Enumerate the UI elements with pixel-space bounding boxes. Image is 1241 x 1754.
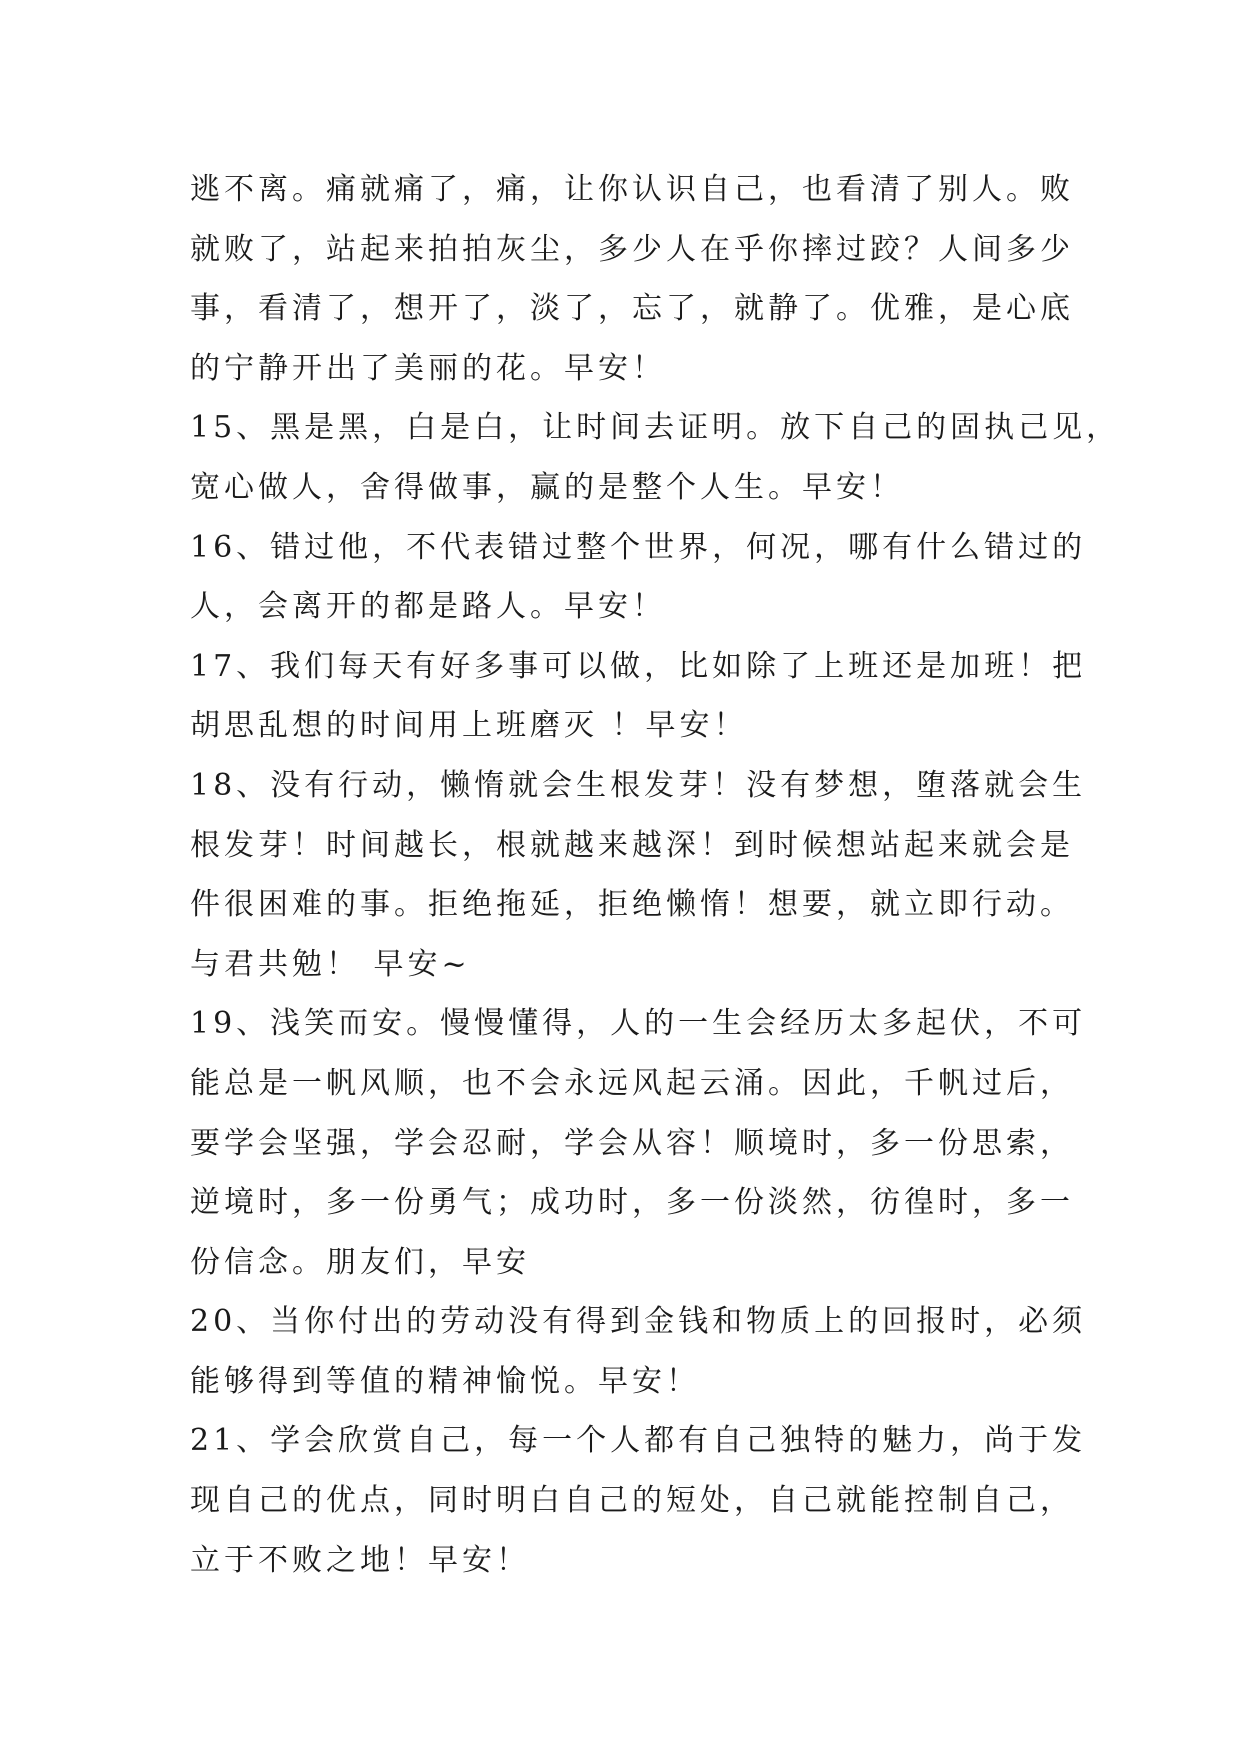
- text-line: 16、错过他，不代表错过整个世界，何况，哪有什么错过的: [190, 529, 1087, 565]
- text-line: 胡思乱想的时间用上班磨灭 ！早安！: [190, 708, 748, 744]
- text-line: 能够得到等值的精神愉悦。早安！: [190, 1363, 700, 1399]
- text-line: 要学会坚强，学会忍耐，学会从容！顺境时，多一份思索，: [190, 1125, 1074, 1161]
- text-line: 19、浅笑而安。慢慢懂得，人的一生会经历太多起伏，不可: [190, 1006, 1087, 1042]
- text-line: 份信念。朋友们，早安: [190, 1244, 530, 1280]
- document-body: [190, 160, 1121, 1590]
- text-line: 人，会离开的都是路人。早安！: [190, 589, 666, 625]
- text-line: 逆境时，多一份勇气；成功时，多一份淡然，彷徨时，多一: [190, 1185, 1074, 1221]
- text-line: 逃不离。痛就痛了，痛，让你认识自己，也看清了别人。败: [190, 172, 1074, 207]
- text-line: 18、没有行动，懒惰就会生根发芽！没有梦想，堕落就会生: [190, 767, 1087, 803]
- text-line: 宽心做人，舍得做事，赢的是整个人生。早安！: [190, 469, 904, 505]
- text-line: 就败了，站起来拍拍灰尘，多少人在乎你摔过跤？人间多少: [190, 231, 1074, 267]
- text-line: 现自己的优点，同时明白自己的短处，自己就能控制自己，: [190, 1483, 1074, 1519]
- text-line: 17、我们每天有好多事可以做，比如除了上班还是加班！把: [190, 648, 1087, 684]
- text-line: 能总是一帆风顺，也不会永远风起云涌。因此，千帆过后，: [190, 1065, 1074, 1101]
- text-line: 的宁静开出了美丽的花。早安！: [190, 350, 666, 386]
- text-line: 事，看清了，想开了，淡了，忘了，就静了。优雅，是心底: [190, 291, 1074, 327]
- text-line: 15、黑是黑，白是白，让时间去证明。放下自己的固执己见，: [190, 410, 1121, 446]
- text-line: 21、学会欣赏自己，每一个人都有自己独特的魅力，尚于发: [190, 1423, 1087, 1459]
- text-line: 与君共勉！ 早安~: [190, 946, 471, 982]
- text-line: 件很困难的事。拒绝拖延，拒绝懒惰！想要，就立即行动。: [190, 887, 1074, 923]
- text-line: 根发芽！时间越长，根就越来越深！到时候想站起来就会是: [190, 827, 1074, 863]
- text-line: 20、当你付出的劳动没有得到金钱和物质上的回报时，必须: [190, 1304, 1087, 1340]
- text-line: 立于不败之地！早安！: [190, 1542, 530, 1578]
